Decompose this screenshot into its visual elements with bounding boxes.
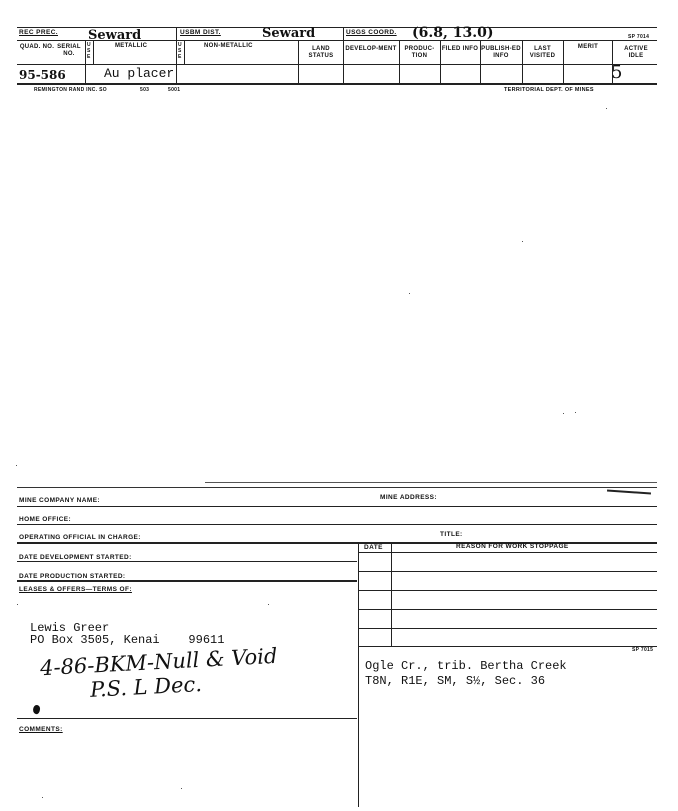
date-column-divider	[391, 542, 392, 646]
scan-speck	[563, 413, 564, 414]
printer-code-2: 5001	[168, 87, 181, 93]
date-column-label: DATE	[364, 544, 383, 551]
center-divider	[358, 542, 359, 807]
date-development-label: DATE DEVELOPMENT STARTED:	[19, 554, 132, 561]
mine-company-name-label: MINE COMPANY NAME:	[19, 497, 100, 504]
rule-stoppage-2	[359, 590, 657, 591]
operating-official-label: OPERATING OFFICIAL IN CHARGE:	[19, 534, 141, 541]
home-office-label: HOME OFFICE:	[19, 516, 72, 523]
quad-serial-value: 95-586	[19, 68, 66, 82]
quad-no-label: QUAD. NO.	[19, 44, 55, 50]
location-line-2: T8N, R1E, SM, S½, Sec. 36	[365, 674, 546, 688]
rule-comments	[17, 718, 357, 719]
filed-info-label: FILED INFO	[441, 46, 479, 52]
leases-offers-label: LEASES & OFFERS—TERMS OF:	[19, 586, 132, 593]
last-visited-label: LAST VISITED	[529, 46, 556, 59]
ink-blot	[32, 704, 42, 715]
rule-date-header	[359, 552, 657, 553]
usbm-dist-label: USBM DIST.	[180, 29, 221, 36]
rule-company	[17, 506, 657, 507]
metallic-value: Au placer	[104, 66, 175, 81]
divider	[85, 40, 86, 83]
scan-speck	[522, 241, 523, 242]
rule-stoppage-1	[359, 571, 657, 572]
nonmetallic-label: NON-METALLIC	[204, 43, 253, 49]
divider	[563, 40, 564, 83]
card-edge-line	[17, 487, 657, 488]
usgs-coord-label: USGS COORD.	[346, 29, 397, 36]
published-info-label: PUBLISH-ED INFO	[481, 46, 521, 59]
active-idle-mark: 5	[611, 62, 623, 83]
development-label: DEVELOP-MENT	[345, 46, 397, 52]
scan-speck	[606, 108, 607, 109]
rule-stoppage-4	[359, 628, 657, 629]
production-label: PRODUC-TION	[404, 46, 435, 59]
scan-speck	[16, 465, 17, 466]
location-line-1: Ogle Cr., trib. Bertha Creek	[365, 659, 567, 673]
form-number: SP 7014	[628, 34, 650, 40]
serial-no-label: SERIAL NO.	[57, 44, 81, 57]
printer-note: REMINGTON RAND INC. SO	[34, 87, 107, 93]
header-row-rule	[17, 64, 657, 65]
rule-stoppage-3	[359, 609, 657, 610]
rec-prec-value: Seward	[88, 28, 142, 43]
mine-address-label: MINE ADDRESS:	[380, 494, 437, 501]
dept-note: TERRITORIAL DEPT. OF MINES	[504, 87, 594, 93]
header-bottom-rule	[17, 83, 657, 85]
title-label: TITLE:	[440, 531, 463, 538]
scan-speck	[575, 412, 576, 413]
scan-speck	[409, 293, 410, 294]
divider	[343, 27, 344, 83]
scan-speck	[42, 797, 43, 798]
owner-name: Lewis Greer	[30, 621, 110, 635]
reason-for-stoppage-label: REASON FOR WORK STOPPAGE	[456, 543, 569, 550]
rule-home-office	[17, 524, 657, 525]
rec-prec-label: REC PREC.	[19, 29, 58, 36]
usbm-dist-value: Seward	[262, 26, 316, 41]
scan-speck	[181, 788, 182, 789]
use-code-metallic: U S E	[87, 42, 91, 60]
comments-label: COMMENTS:	[19, 726, 63, 733]
active-idle-label: ACTIVE IDLE	[624, 46, 648, 59]
handwritten-note-1: 4-86-BKM-Null & Void	[39, 643, 278, 681]
handwritten-note-2: P.S. L Dec.	[89, 672, 203, 702]
divider	[184, 40, 185, 64]
divider	[298, 40, 299, 83]
usgs-coord-value: (6.8, 13.0)	[412, 25, 494, 41]
scan-speck	[17, 604, 18, 605]
card-edge-line	[205, 482, 657, 483]
date-production-label: DATE PRODUCTION STARTED:	[19, 573, 126, 580]
land-status-label: LAND STATUS	[308, 46, 334, 59]
divider	[176, 27, 177, 83]
rule-stoppage-5	[359, 646, 657, 647]
divider	[93, 40, 94, 64]
card-edge-mark	[607, 489, 651, 494]
printer-code-1: 503	[140, 87, 150, 93]
use-code-nonmetallic: U S E	[178, 42, 182, 60]
scan-speck	[268, 604, 269, 605]
form-number-lower: SP 7015	[632, 647, 654, 653]
owner-address: PO Box 3505, Kenai 99611	[30, 633, 225, 647]
metallic-label: METALLIC	[115, 43, 148, 49]
merit-label: MERIT	[577, 44, 599, 50]
